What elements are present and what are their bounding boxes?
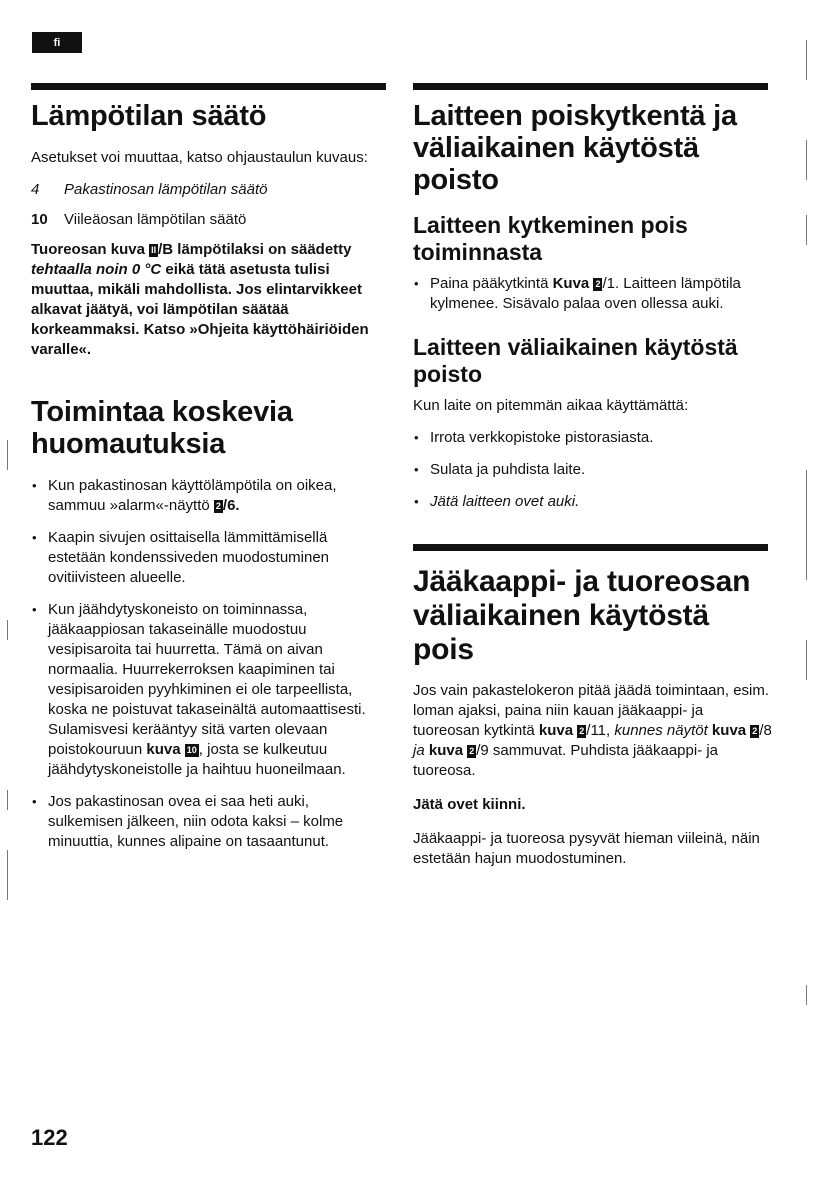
heading-switching-off: Laitteen kytkeminen pois toiminnasta: [413, 212, 688, 265]
figure-ref: 2: [579, 726, 585, 736]
item-text: Pakastinosan lämpötilan säätö: [64, 181, 268, 198]
scan-mark: [7, 790, 8, 810]
language-badge: fi: [32, 32, 82, 53]
section-rule: [413, 544, 768, 551]
item-text: Viileäosan lämpötilan säätö: [64, 211, 247, 228]
figure-ref: II: [151, 245, 157, 255]
heading-temporary-shutdown: Laitteen väliaikainen käytöstä poisto: [413, 334, 738, 387]
figure-ref: 2: [752, 726, 758, 736]
list-item: • Kaapin sivujen osittaisella lämmittämisellä estetään kondenssiveden muodostuminen ovitiivisteen alueelle.: [31, 528, 386, 588]
heading-operation-notes: Toimintaa koskevia huomautuksia: [31, 396, 293, 460]
list-item: • Kun jäähdytyskoneisto on toiminnassa, jääkaappiosan takaseinälle muodostuu vesipisaroita tai huurretta. Tämä on aivan normaalia. Huurrekerroksen kaapiminen tai vesipisaroiden pyyhkiminen ei ole tarpeellista, koska ne poistuvat takaseinältä automaattisesti. Sulamisvesi kerääntyy sitä varten olevaan poistokouruun kuva 10 , josta se kulkeutuu jäähdytyskoneistolle ja haihtuu huoneilmaan.: [31, 600, 386, 780]
control-list: [31, 180, 386, 230]
item-number: 10: [31, 211, 48, 228]
scan-mark: [7, 850, 8, 900]
figure-ref: 10: [186, 745, 197, 755]
final-note: Jääkaappi- ja tuoreosa pysyvät hieman viileinä, näin estetään hajun muodostuminen.: [413, 830, 760, 867]
heading-fridge-shutdown: Jääkaappi- ja tuoreosan väliaikainen käytöstä pois: [413, 565, 751, 666]
list-item: • Jos pakastinosan ovea ei saa heti auki, sulkemisen jälkeen, niin odota kaksi – kolme minuuttia, kunnes alipaine on tasaantunut.: [31, 792, 386, 852]
list-item: • Paina pääkytkintä Kuva 2 /1. Laitteen lämpötila kylmenee. Sisävalo palaa oven ollessa auki.: [413, 274, 773, 314]
operation-notes-list: [31, 476, 386, 852]
list-item: [31, 180, 386, 200]
list-item: • Sulata ja puhdista laite.: [413, 460, 773, 480]
list-item: [31, 210, 386, 230]
intro-text: Asetukset voi muuttaa, katso ohjaustaulun kuvaus:: [31, 149, 368, 166]
list-item: • Jätä laitteen ovet auki.: [413, 492, 773, 512]
list-item: • Kun pakastinosan käyttölämpötila on oikea, sammuu »alarm«-näyttö 2 /6.: [31, 476, 386, 516]
scan-mark: [806, 140, 807, 180]
heading-temperature-control: Lämpötilan säätö: [31, 100, 267, 132]
scan-mark: [806, 470, 807, 580]
scan-mark: [806, 640, 807, 680]
scan-mark: [806, 40, 807, 80]
list-item: • Irrota verkkopistoke pistorasiasta.: [413, 428, 773, 448]
item-number: 4: [31, 181, 40, 198]
switch-off-list: [413, 274, 773, 314]
section-rule: [413, 83, 768, 90]
intro-text: Kun laite on pitemmän aikaa käyttämättä:: [413, 397, 689, 414]
page-number: 122: [31, 1125, 68, 1150]
scan-mark: [7, 440, 8, 470]
figure-ref: 2: [215, 501, 221, 511]
scan-mark: [806, 985, 807, 1005]
close-doors-note: Jätä ovet kiinni.: [413, 796, 526, 813]
figure-ref: 2: [595, 279, 601, 289]
heading-switch-off: Laitteen poiskytkentä ja väliaikainen käytöstä poisto: [413, 100, 737, 196]
scan-mark: [7, 620, 8, 640]
shutdown-steps-list: [413, 428, 773, 512]
figure-ref: 2: [469, 746, 475, 756]
fridge-shutdown-text: Jos vain pakastelokeron pitää jäädä toimintaan, esim. loman ajaksi, paina niin kauan jääkaappi- ja tuoreosan kytkintä kuva 2 /11, kunnes näytöt kuva 2 /8 ja kuva 2 /9 sammuvat. Puhdista jääkaappi- ja tuoreosa.: [413, 682, 772, 779]
right-column: [413, 83, 773, 869]
fresh-zone-note: Tuoreosan kuva II /B lämpötilaksi on säädetty tehtaalla noin 0 °C eikä tätä asetusta tulisi muuttaa, mikäli mahdollista. Jos elintarvikkeet alkavat jäätyä, voi lämpötilan säätää korkeammaksi. Katso »Ohjeita käyttöhäiriöiden varalle«.: [31, 241, 369, 358]
scan-mark: [806, 215, 807, 245]
section-rule: [31, 83, 386, 90]
left-column: [31, 83, 386, 864]
